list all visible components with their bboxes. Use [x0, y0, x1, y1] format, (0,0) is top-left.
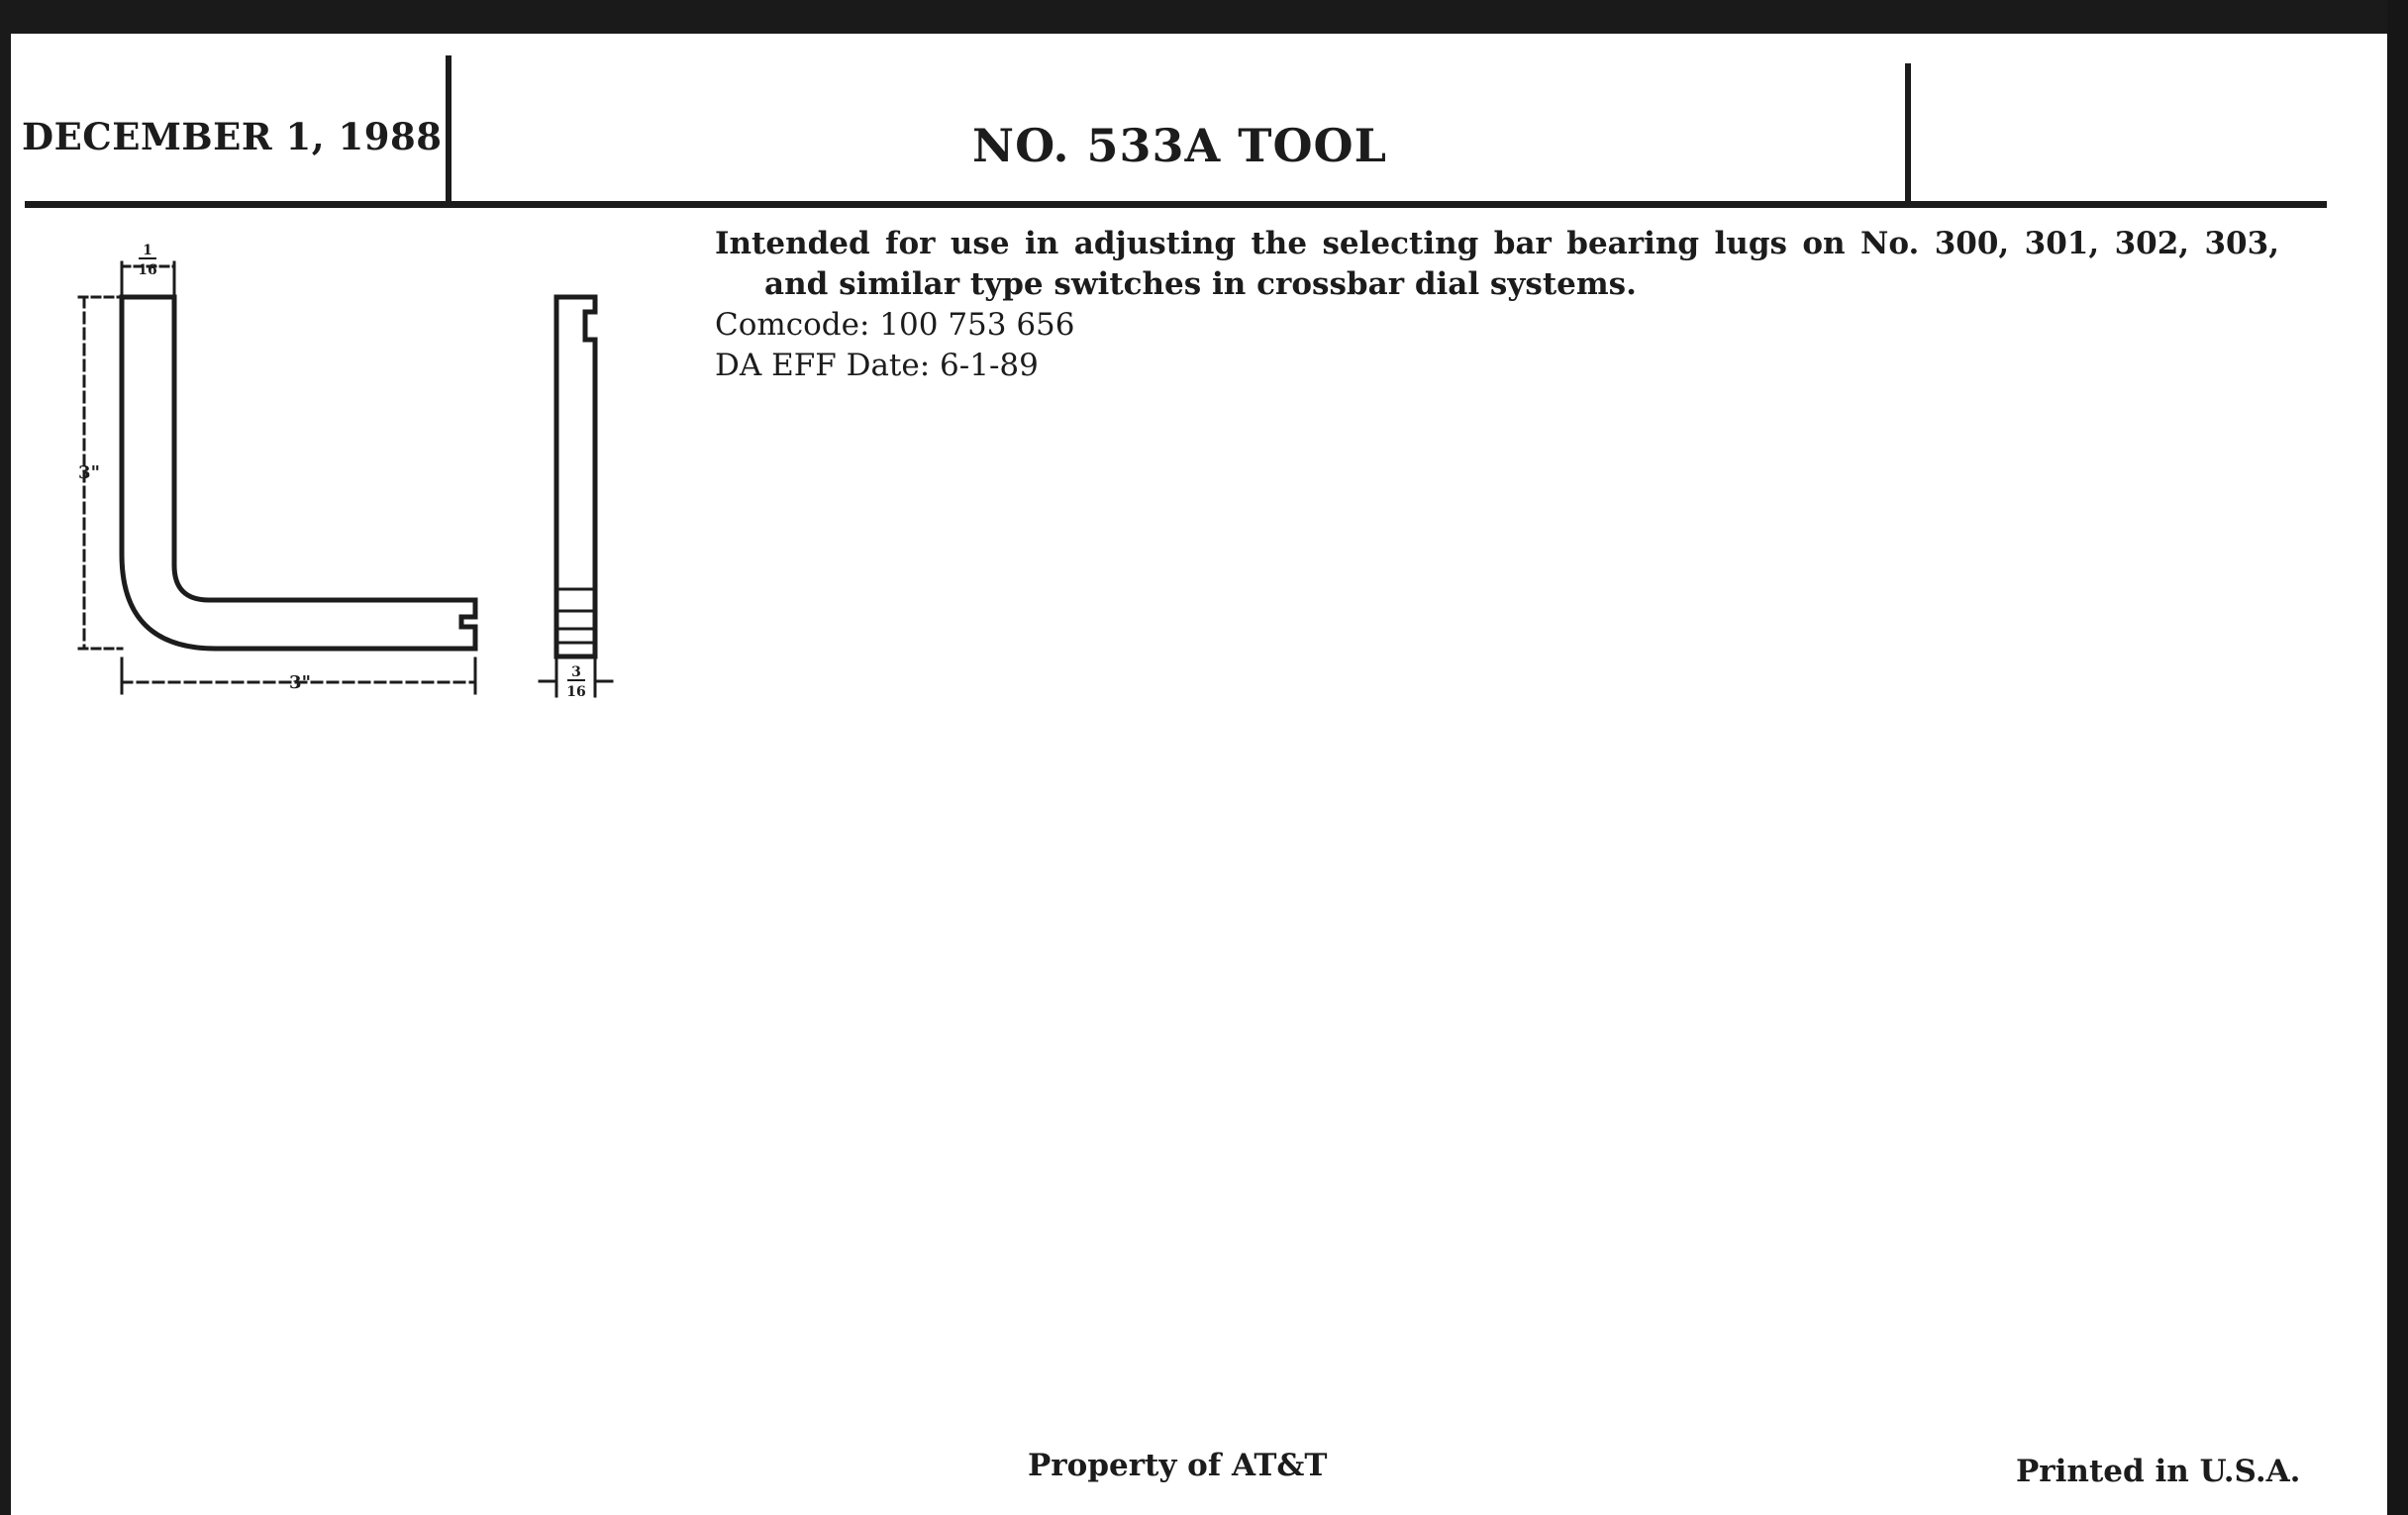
- height-label: 3": [78, 462, 100, 483]
- header-divider-right: [1905, 63, 1911, 208]
- width-label-num: 1: [143, 243, 152, 258]
- scan-edge: [2387, 0, 2408, 1515]
- thickness-label-den: 16: [566, 684, 586, 700]
- comcode: Comcode: 100 753 656: [715, 307, 1075, 343]
- length-label: 3": [289, 672, 311, 693]
- tool-description: [715, 224, 2279, 386]
- header-divider-left: [446, 55, 452, 204]
- page-title: NO. 533A TOOL: [972, 119, 1387, 172]
- footer-printed: Printed in U.S.A.: [2016, 1454, 2301, 1489]
- width-label-den: 16: [138, 262, 157, 278]
- tool-outline: [122, 297, 475, 649]
- header-date: DECEMBER 1, 1988: [22, 115, 443, 158]
- tool-drawing: [59, 223, 653, 718]
- header-rule: [25, 201, 2327, 208]
- thickness-label-num: 3: [571, 664, 581, 680]
- tool-side-view: [556, 297, 595, 656]
- effective-date: DA EFF Date: 6-1-89: [715, 348, 1039, 383]
- footer-property: Property of AT&T: [1028, 1448, 1328, 1483]
- description-intro: Intended for use in adjusting the selecting bar bearing lugs on No. 300, 301, 302, 303, and similar type switches in crossbar dial systems.: [715, 226, 2279, 302]
